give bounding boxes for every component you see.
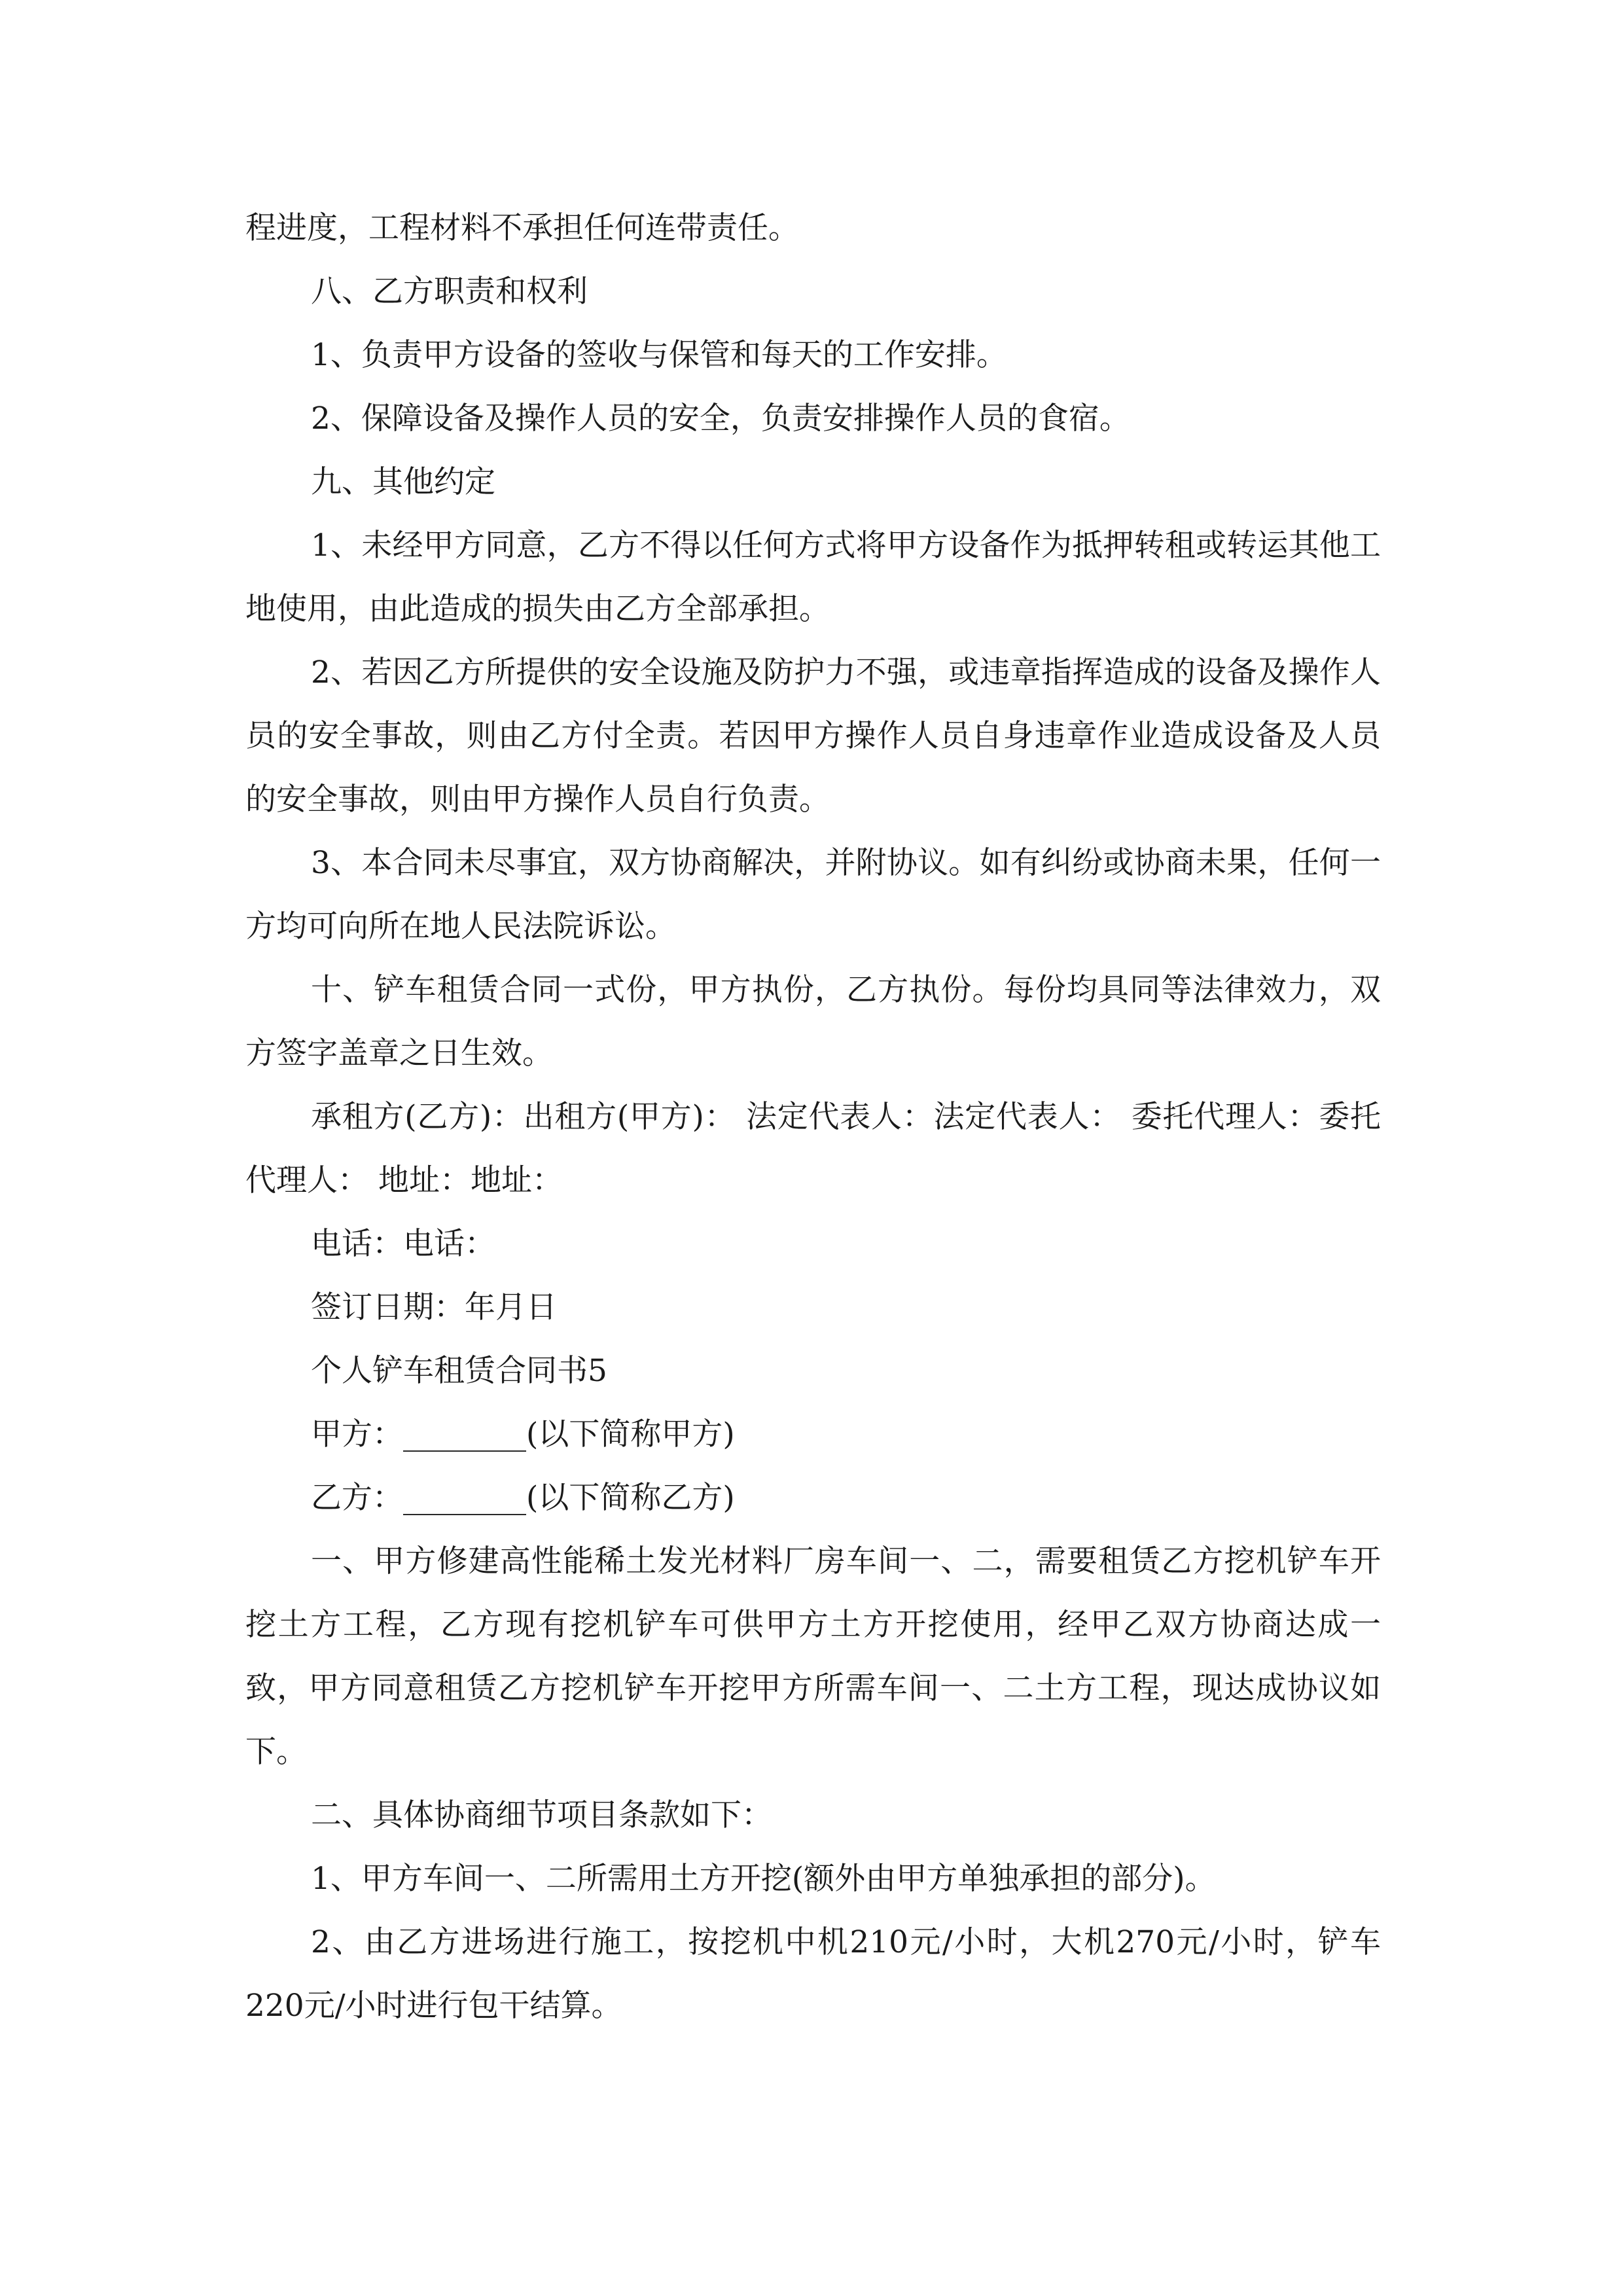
signature-phone: 电话：电话： bbox=[311, 1226, 495, 1262]
party-a-line: 甲方：________(以下简称甲方) bbox=[311, 1416, 735, 1452]
section-2-heading: 二、具体协商细节项目条款如下： bbox=[311, 1797, 772, 1833]
section-heading-8: 八、乙方职责和权利 bbox=[311, 274, 588, 310]
section-10: 十、铲车租赁合同一式份，甲方执份，乙方执份。每份均具同等法律效力，双方签字盖章之日生效。 bbox=[245, 972, 1381, 1071]
clause-9-3: 3、本合同未尽事宜，双方协商解决，并附协议。如有纠纷或协商未果，任何一方均可向所在地人民法院诉讼。 bbox=[245, 845, 1381, 944]
paragraph-continuation: 程进度，工程材料不承担任何连带责任。 bbox=[245, 210, 799, 246]
clause-2-2: 2、由乙方进场进行施工，按挖机中机210元/小时，大机270元/小时，铲车220元/小时进行包干结算。 bbox=[245, 1924, 1381, 2024]
contract-title: 个人铲车租赁合同书5 bbox=[311, 1353, 607, 1389]
clause-8-2: 2、保障设备及操作人员的安全，负责安排操作人员的食宿。 bbox=[311, 401, 1130, 437]
clause-2-1: 1、甲方车间一、二所需用土方开挖(额外由甲方单独承担的部分)。 bbox=[311, 1861, 1216, 1897]
section-1: 一、甲方修建高性能稀土发光材料厂房车间一、二，需要租赁乙方挖机铲车开挖土方工程，乙方现有挖机铲车可供甲方土方开挖使用，经甲乙双方协商达成一致，甲方同意租赁乙方挖机铲车开挖甲方所需车间一、二土方工程，现达成协议如下。 bbox=[245, 1543, 1381, 1770]
signature-parties: 承租方(乙方)：出租方(甲方)： 法定代表人：法定代表人： 委托代理人：委托代理人： 地址：地址： bbox=[245, 1099, 1381, 1198]
clause-9-2: 2、若因乙方所提供的安全设施及防护力不强，或违章指挥造成的设备及操作人员的安全事故，则由乙方付全责。若因甲方操作人员自身违章作业造成设备及人员的安全事故，则由甲方操作人员自行负责。 bbox=[245, 655, 1381, 817]
document-body bbox=[245, 196, 1381, 2037]
party-b-line: 乙方：________(以下简称乙方) bbox=[311, 1480, 735, 1516]
clause-9-1: 1、未经甲方同意，乙方不得以任何方式将甲方设备作为抵押转租或转运其他工地使用，由此造成的损失由乙方全部承担。 bbox=[245, 528, 1381, 627]
clause-8-1: 1、负责甲方设备的签收与保管和每天的工作安排。 bbox=[311, 337, 1007, 373]
signing-date: 签订日期：年月日 bbox=[311, 1289, 557, 1325]
section-heading-9: 九、其他约定 bbox=[311, 464, 495, 500]
